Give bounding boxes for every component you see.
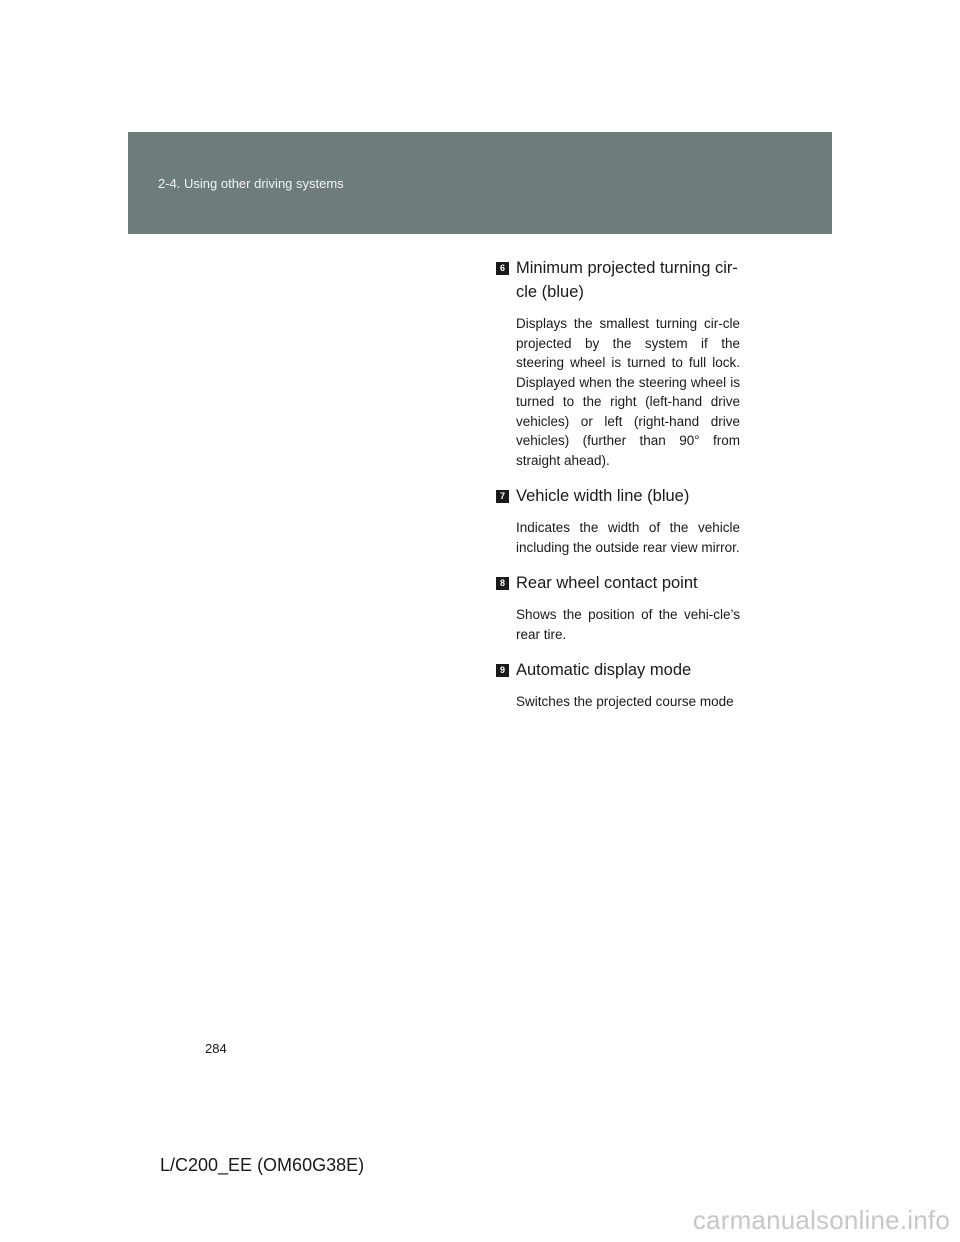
callout-description: Displays the smallest turning cir-cle projected by the system if the steering wheel is turned to full lock. Displayed when the steering wheel is turned to the right (left-hand drive vehicles) or left (right-hand drive vehicles) (further than 90° from straight ahead). [516, 316, 740, 468]
callout-title: Automatic display mode [516, 661, 692, 679]
callout-title-line: cle (blue) [516, 283, 584, 301]
site-watermark: carmanualsonline.info [692, 1205, 950, 1235]
document-code: L/C200_EE (OM60G38E) [160, 1155, 365, 1175]
callout-title-line: Minimum projected turning cir- [516, 259, 738, 277]
callout-number-badge: 8 [496, 577, 509, 590]
callout-item-9 [496, 658, 740, 712]
section-title: 2-4. Using other driving systems [158, 176, 344, 191]
callout-title: Rear wheel contact point [516, 574, 698, 592]
callout-item-6 [496, 256, 740, 470]
callout-title: Vehicle width line (blue) [516, 487, 690, 505]
callout-description: Switches the projected course mode [516, 694, 734, 709]
callout-item-7 [496, 484, 740, 557]
callout-description: Indicates the width of the vehicle including the outside rear view mirror. [516, 520, 740, 555]
section-header-band [128, 132, 832, 234]
callout-number-badge: 6 [496, 262, 509, 275]
callout-title [516, 256, 740, 304]
callout-number-badge: 7 [496, 490, 509, 503]
callout-description: Shows the position of the vehi-cle’s rear tire. [516, 607, 740, 642]
page-number: 284 [205, 1041, 227, 1056]
callout-number-badge: 9 [496, 664, 509, 677]
callout-item-8 [496, 571, 740, 644]
callout-list [496, 256, 740, 726]
